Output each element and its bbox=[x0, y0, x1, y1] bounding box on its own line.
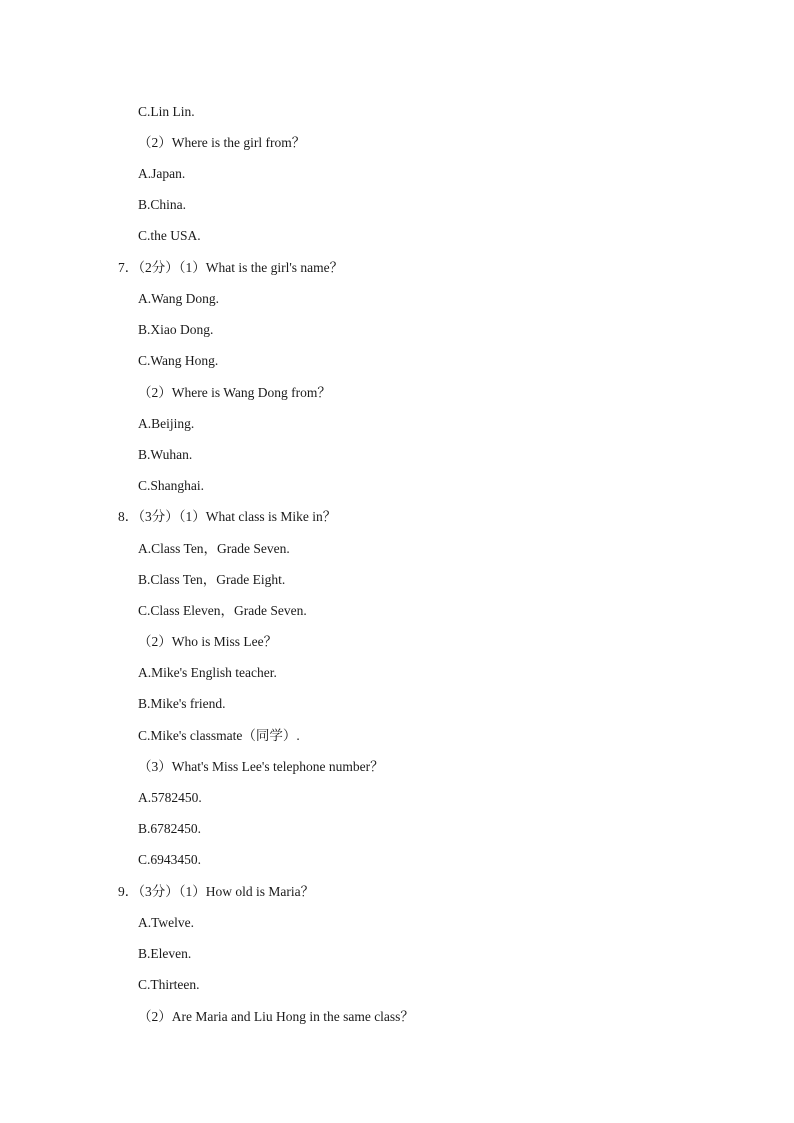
option-text: C.Wang Hong. bbox=[138, 353, 219, 368]
option-text: B.Class Ten，Grade Eight. bbox=[138, 572, 286, 587]
sub-question-text: （2）Are Maria and Liu Hong in the same class？ bbox=[138, 1009, 414, 1024]
option-text: B.6782450. bbox=[138, 821, 202, 836]
option-text: C.6943450. bbox=[138, 852, 202, 867]
option-text: C.Lin Lin. bbox=[138, 104, 195, 119]
option-text: B.Mike's friend. bbox=[138, 696, 226, 711]
option-text: B.Wuhan. bbox=[138, 447, 193, 462]
option-text: A.Mike's English teacher. bbox=[138, 665, 277, 680]
sub-question-text: （3）What's Miss Lee's telephone number？ bbox=[138, 759, 384, 774]
option-text: C.Thirteen. bbox=[138, 977, 200, 992]
option-text: A.5782450. bbox=[138, 790, 202, 805]
option-text: A.Beijing. bbox=[138, 416, 195, 431]
option-text: C.Mike's classmate（同学）. bbox=[138, 728, 300, 743]
question-text: 9．（3分）（1）How old is Maria？ bbox=[118, 884, 315, 899]
option-text: A.Wang Dong. bbox=[138, 291, 220, 306]
option-text: B.Eleven. bbox=[138, 946, 192, 961]
option-text: B.China. bbox=[138, 197, 187, 212]
question-text: 7．（2分）（1）What is the girl's name？ bbox=[118, 260, 344, 275]
option-text: C.the USA. bbox=[138, 228, 201, 243]
option-text: C.Class Eleven，Grade Seven. bbox=[138, 603, 307, 618]
option-text: A.Twelve. bbox=[138, 915, 195, 930]
sub-question-text: （2）Where is the girl from？ bbox=[138, 135, 306, 150]
option-text: A.Japan. bbox=[138, 166, 186, 181]
option-text: A.Class Ten，Grade Seven. bbox=[138, 541, 290, 556]
option-text: C.Shanghai. bbox=[138, 478, 204, 493]
question-text: 8．（3分）（1）What class is Mike in？ bbox=[118, 509, 337, 524]
option-text: B.Xiao Dong. bbox=[138, 322, 214, 337]
sub-question-text: （2）Where is Wang Dong from？ bbox=[138, 385, 331, 400]
sub-question-text: （2）Who is Miss Lee？ bbox=[138, 634, 278, 649]
